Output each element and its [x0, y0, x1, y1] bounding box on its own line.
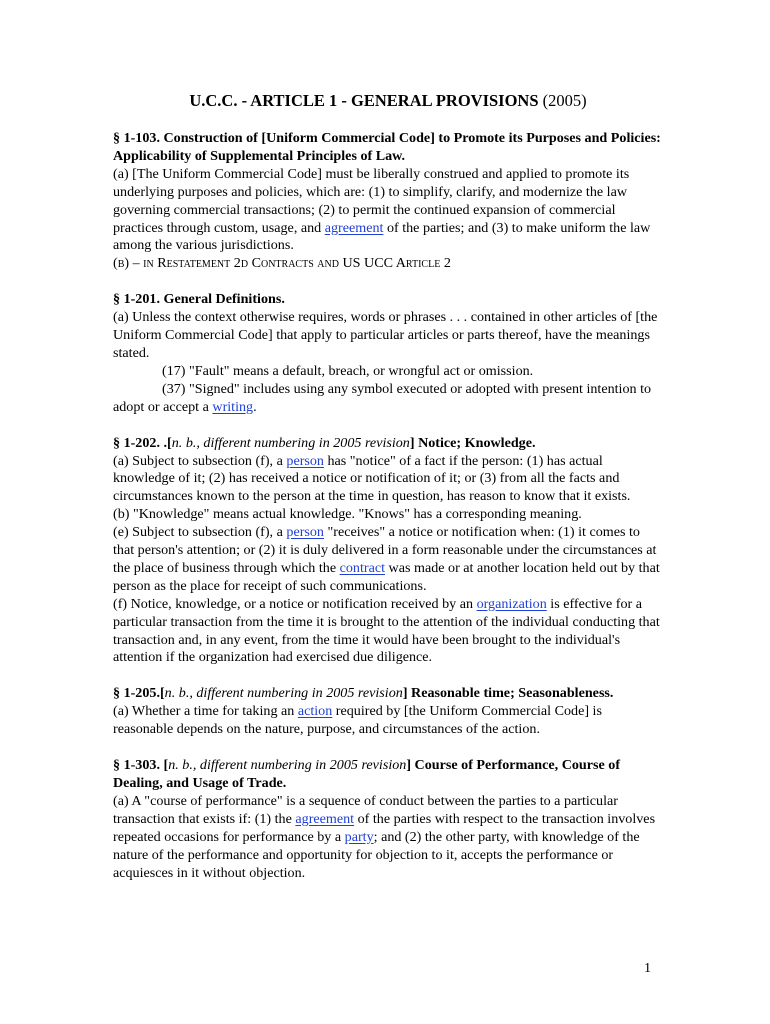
text-span: (e) Subject to subsection (f), a [113, 524, 287, 541]
section-1-103-paragraph-a [113, 166, 663, 256]
text-span: ; and (2) the other party, with knowledge of the nature of the performance and opportunity for objection to it, accepts the performance or acquiesces in it without objection. [113, 828, 640, 881]
section-1-103-heading: § 1-103. Construction of [Uniform Commercial Code] to Promote its Purposes and Policies: Applicability of Supplemental Principles of Law. [113, 130, 661, 164]
text-span: is effective for a particular transaction from the time it is brought to the attention of the individual conducting that transaction and, in any event, from the time it would have been brought to the individual's attention if the organization had exercised due diligence. [113, 595, 660, 666]
title-main: U.C.C. - ARTICLE 1 - GENERAL PROVISIONS [189, 91, 539, 110]
text-span: § 1-202. .[ [113, 434, 172, 451]
link-agreement[interactable]: agreement [324, 219, 384, 236]
text-span: (f) Notice, knowledge, or a notice or notification received by an [113, 595, 477, 612]
section-1-205 [113, 685, 663, 739]
section-1-201 [113, 291, 663, 416]
section-1-201-paragraph-a: (a) Unless the context otherwise requires, words or phrases . . . contained in other articles of [the Uniform Commercial Code] that apply to particular articles or parts thereof, have the meanings stated. [113, 309, 658, 361]
text-span: (37) "Signed" includes using any symbol executed or adopted with present intention to adopt or accept a [113, 380, 652, 415]
link-agreement[interactable]: agreement [295, 810, 355, 827]
link-person[interactable]: person [286, 452, 324, 469]
text-span: (a) Subject to subsection (f), a [113, 452, 287, 469]
section-1-202-paragraph-b: (b) "Knowledge" means actual knowledge. "Knows" has a corresponding meaning. [113, 506, 582, 523]
text-span: "receives" a notice or notification when: (1) it comes to that person's attention; or (2) it is duly delivered in a form reasonable under the circumstances at the place of business through which the [113, 524, 657, 576]
text-span: required by [the Uniform Commercial Code] is reasonable depends on the nature, purpose, and circumstances of the action. [113, 703, 602, 738]
text-span: (a) Whether a time for taking an [113, 703, 298, 720]
page-title [113, 90, 663, 112]
numbering-note: n. b., different numbering in 2005 revision [164, 685, 403, 702]
section-1-103-paragraph-b: (b) – in Restatement 2d Contracts and US UCC Article 2 [113, 255, 451, 272]
text-span: § 1-205.[ [113, 685, 165, 702]
section-1-303 [113, 757, 663, 882]
numbering-note: n. b., different numbering in 2005 revision [171, 434, 410, 451]
page-number: 1 [644, 960, 652, 976]
link-contract[interactable]: contract [339, 559, 386, 576]
text-span: ] Course of Performance, Course of Dealing, and Usage of Trade. [113, 757, 621, 791]
link-writing[interactable]: writing [212, 398, 254, 415]
text-span: (a) [The Uniform Commercial Code] must be liberally construed and applied to promote its underlying purposes and policies, which are: (1) to simplify, clarify, and modernize the law governing commercial transactions; (2) to permit the continued expansion of commercial practices through custom, usage, and [113, 165, 630, 236]
section-1-303-heading [113, 757, 663, 793]
text-span: of the parties; and (3) to make uniform the law among the various jurisdictions. [113, 219, 651, 254]
link-person[interactable]: person [286, 524, 324, 541]
text-span: was made or at another location held out by that person as the place for receipt of such communications. [113, 559, 660, 594]
definition-17-fault: (17) "Fault" means a default, breach, or wrongful act or omission. [162, 362, 534, 379]
section-1-103 [113, 130, 663, 273]
title-year: (2005) [542, 91, 587, 110]
definition-37-signed [113, 381, 663, 417]
section-1-202-paragraph-a [113, 453, 663, 507]
text-span: (a) A "course of performance" is a sequence of conduct between the parties to a particular transaction that exists if: (1) the [113, 792, 618, 827]
section-1-201-heading: § 1-201. General Definitions. [113, 291, 285, 308]
link-party[interactable]: party [344, 828, 374, 845]
text-span: . [253, 398, 257, 415]
text-span: § 1-303. [ [113, 757, 169, 774]
section-1-202-heading [113, 435, 663, 453]
text-span: has "notice" of a fact if the person: (1) has actual knowledge of it; (2) has received a notice or notification of it; or (3) from all the facts and circumstances known to the person at the time in question, has reason to know that it exists. [113, 452, 631, 505]
text-span: of the parties with respect to the transaction involves repeated occasions for performance by a [113, 810, 656, 845]
section-1-205-paragraph-a [113, 703, 663, 739]
text-span: ] Notice; Knowledge. [409, 434, 536, 451]
document-body [113, 90, 663, 900]
section-1-202-paragraph-f [113, 596, 663, 668]
section-1-202 [113, 435, 663, 668]
section-1-303-paragraph-a [113, 793, 663, 883]
text-span: ] Reasonable time; Seasonableness. [402, 685, 614, 702]
section-1-202-paragraph-e [113, 524, 663, 596]
link-organization[interactable]: organization [476, 595, 547, 612]
numbering-note: n. b., different numbering in 2005 revision [168, 757, 407, 774]
link-action[interactable]: action [297, 703, 333, 720]
section-1-205-heading [113, 685, 663, 703]
